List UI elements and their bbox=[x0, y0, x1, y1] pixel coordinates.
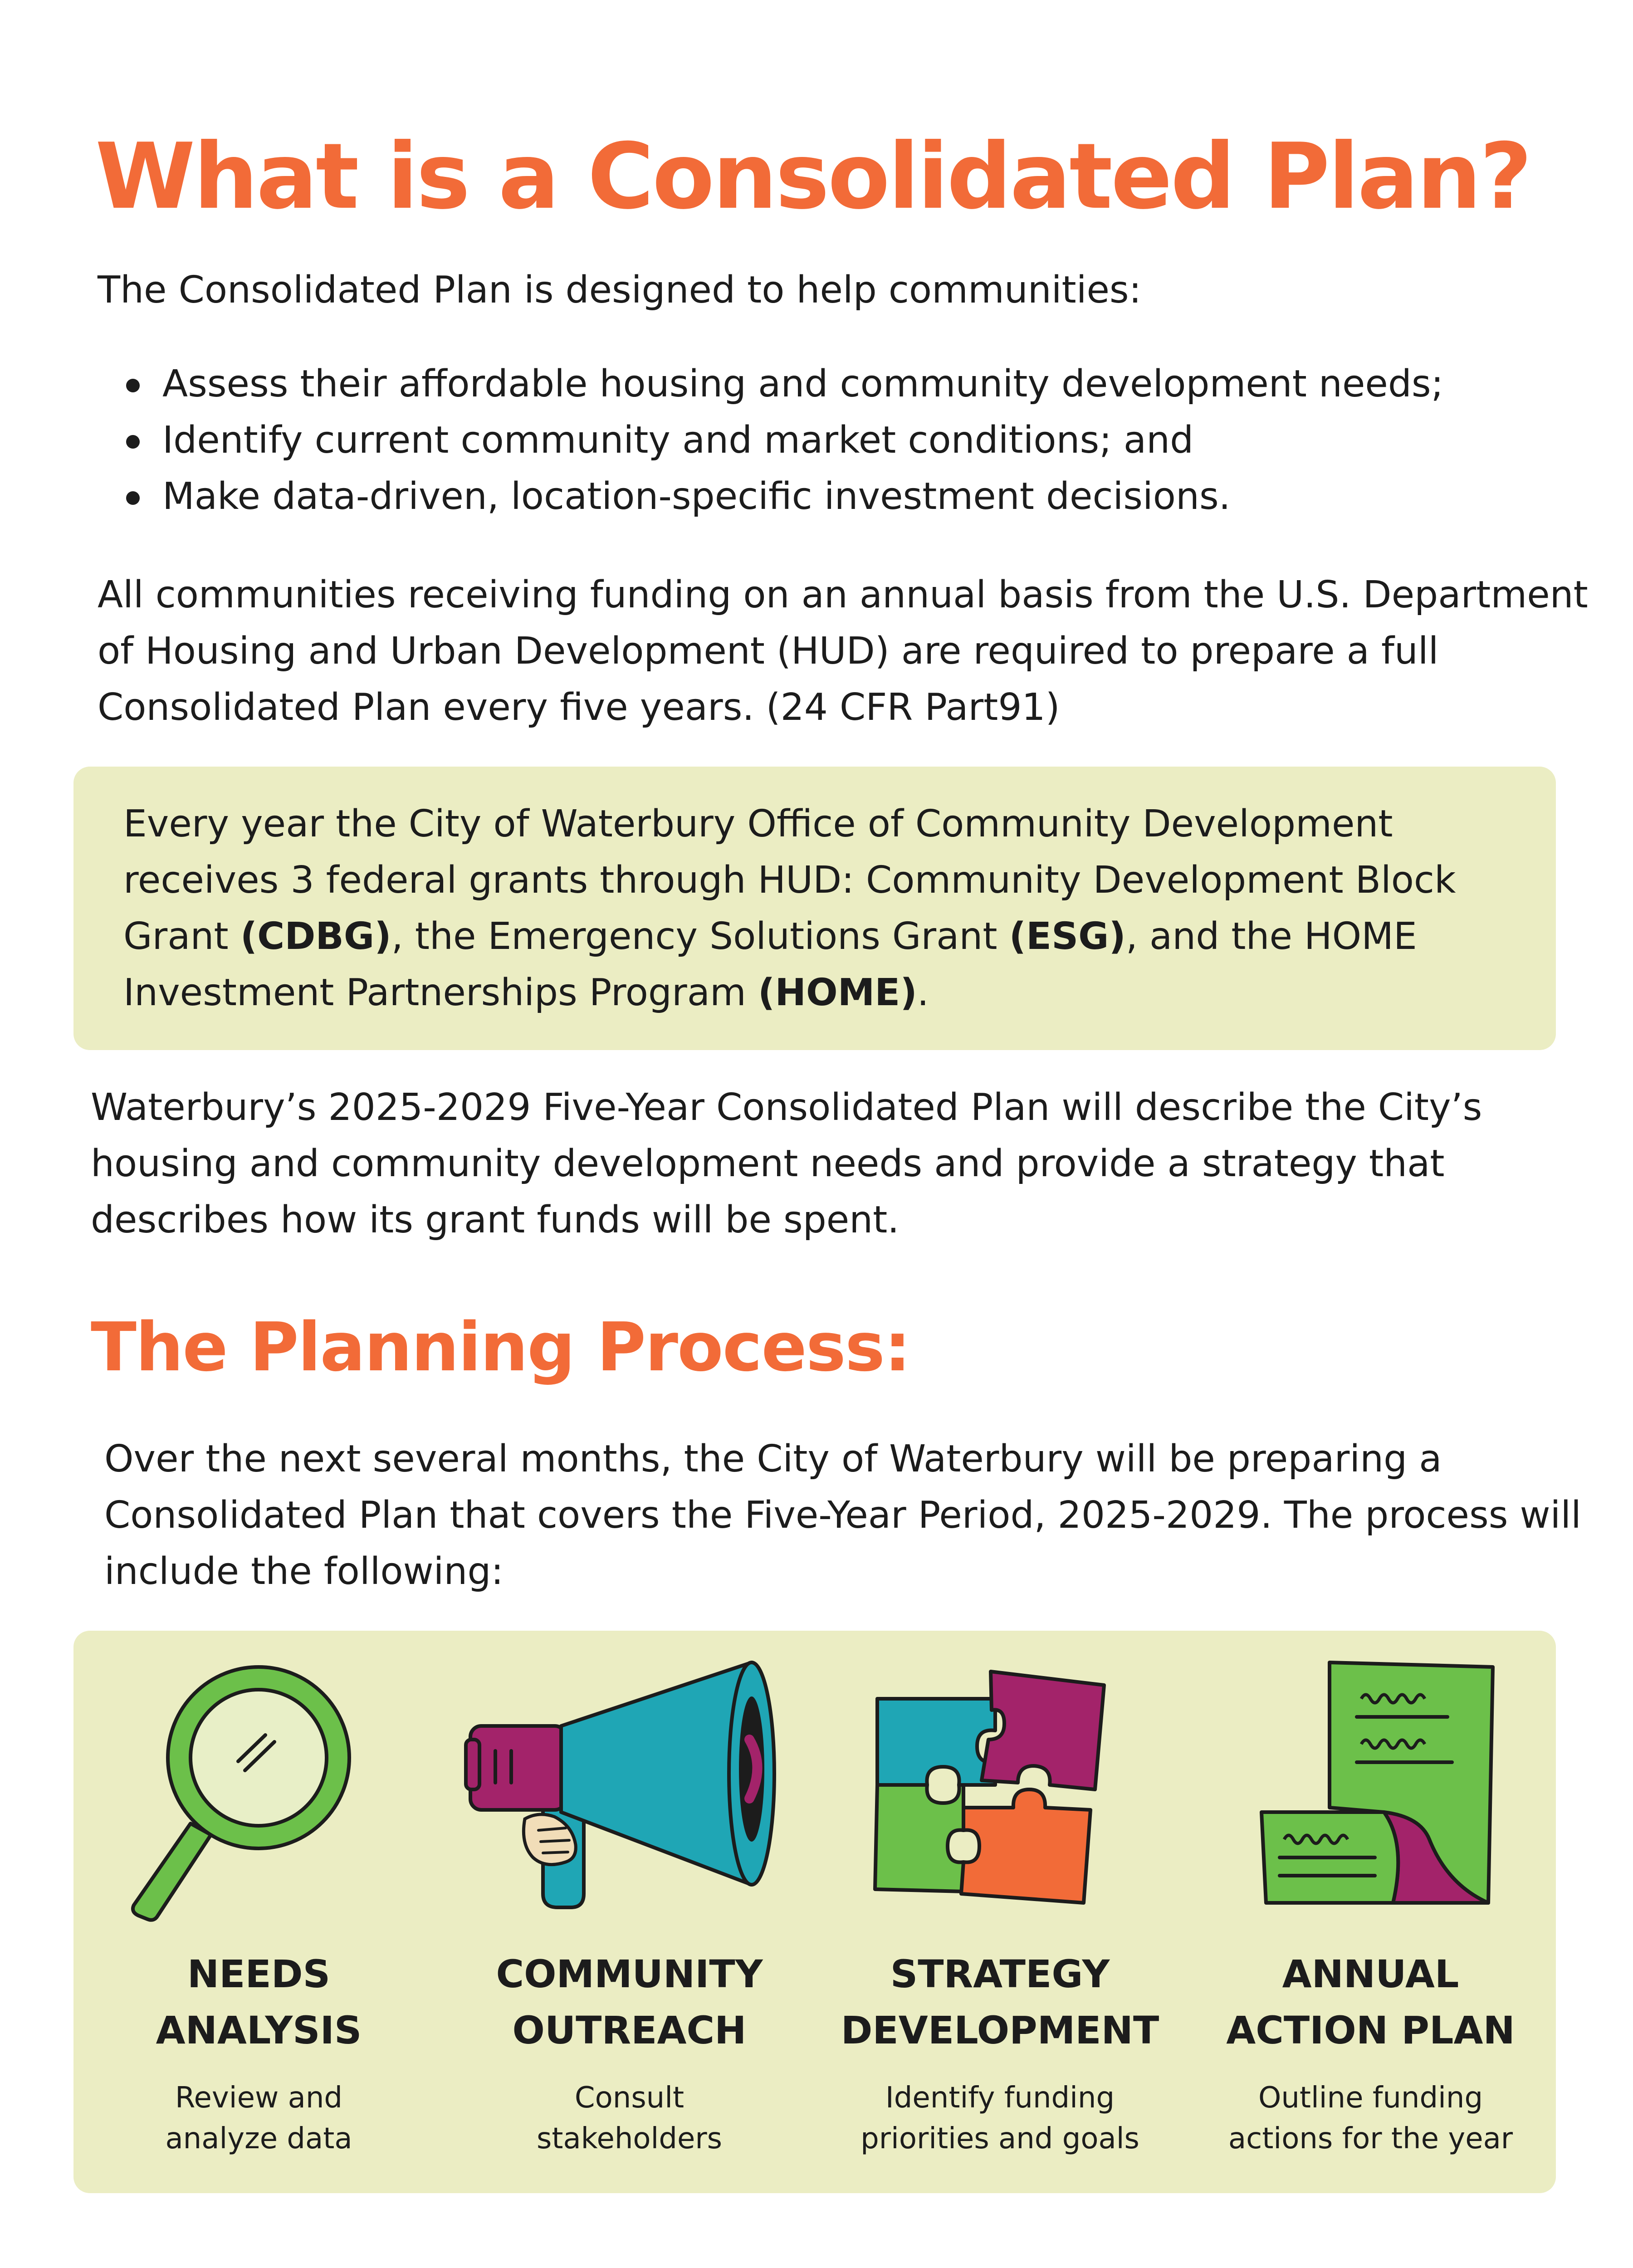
step-description bbox=[73, 2077, 444, 2159]
planning-steps-box bbox=[73, 1631, 1556, 2193]
step-title-line: STRATEGY bbox=[890, 1952, 1110, 1996]
cdbg-acronym: (CDBG) bbox=[240, 915, 391, 958]
step-title-line: ANALYSIS bbox=[156, 2008, 362, 2053]
step-description-line: Identify funding bbox=[885, 2081, 1115, 2115]
step-title bbox=[444, 1946, 815, 2058]
esg-acronym: (ESG) bbox=[1009, 915, 1126, 958]
step-title bbox=[73, 1946, 444, 2058]
hud-requirement-paragraph: All communities receiving funding on an annual basis from the U.S. Department of Housing and Urban Development (HUD) are required to prepare a full Consolidated Plan every five years. (24 CFR Part91) bbox=[98, 573, 1588, 729]
step-description bbox=[815, 2077, 1185, 2159]
documents-icon bbox=[1193, 1649, 1547, 1948]
step-description-line: actions for the year bbox=[1228, 2122, 1513, 2156]
home-acronym: (HOME) bbox=[758, 971, 917, 1014]
step-title bbox=[1185, 1946, 1556, 2058]
bullet-item: Assess their affordable housing and community development needs; bbox=[122, 356, 1443, 412]
step-description-line: priorities and goals bbox=[861, 2122, 1139, 2156]
step-title-line: ACTION PLAN bbox=[1226, 2008, 1515, 2053]
grants-text bbox=[123, 796, 1530, 1021]
grants-text-part: . bbox=[917, 971, 929, 1014]
step-description bbox=[1185, 2077, 1556, 2159]
bullet-item: Make data-driven, location-specific investment decisions. bbox=[122, 469, 1443, 525]
megaphone-icon bbox=[452, 1649, 806, 1948]
step-title-line: DEVELOPMENT bbox=[841, 2008, 1159, 2053]
grants-text-part: Every year the City of Waterbury Office of Community Development receives 3 federal grants through HUD: Community Development Block Grant bbox=[123, 802, 1456, 958]
step-title-line: COMMUNITY bbox=[496, 1952, 763, 1996]
puzzle-icon bbox=[823, 1649, 1177, 1948]
step-strategy-development bbox=[815, 1631, 1185, 2193]
step-description-line: Outline funding bbox=[1258, 2081, 1483, 2115]
page-title: What is a Consolidated Plan? bbox=[95, 124, 1530, 230]
step-title-line: NEEDS bbox=[187, 1952, 331, 1996]
step-description-line: Consult bbox=[574, 2081, 684, 2115]
magnifying-glass-icon bbox=[82, 1649, 435, 1948]
step-title-line: OUTREACH bbox=[512, 2008, 747, 2053]
step-title-line: ANNUAL bbox=[1282, 1952, 1459, 1996]
step-needs-analysis bbox=[73, 1631, 444, 2193]
intro-text: The Consolidated Plan is designed to help communities: bbox=[98, 269, 1142, 312]
process-paragraph: Over the next several months, the City of Waterbury will be preparing a Consolidated Plan that covers the Five-Year Period, 2025-2029. The process will include the following: bbox=[104, 1437, 1581, 1593]
section-title: The Planning Process: bbox=[91, 1308, 910, 1386]
grants-text-part: , the Emergency Solutions Grant bbox=[391, 915, 1009, 958]
step-title bbox=[815, 1946, 1185, 2058]
plan-description-paragraph: Waterbury’s 2025-2029 Five-Year Consolidated Plan will describe the City’s housing and community development needs and provide a strategy that describes how its grant funds will be spent. bbox=[91, 1086, 1482, 1242]
grants-text-part: , and the HOME Investment Partnerships Program bbox=[123, 915, 1417, 1014]
step-description-line: stakeholders bbox=[537, 2122, 722, 2156]
bullet-item: Identify current community and market conditions; and bbox=[122, 412, 1443, 469]
step-description-line: analyze data bbox=[165, 2122, 352, 2156]
step-community-outreach bbox=[444, 1631, 815, 2193]
step-annual-action-plan bbox=[1185, 1631, 1556, 2193]
step-description-line: Review and bbox=[175, 2081, 343, 2115]
grants-callout-box bbox=[73, 767, 1556, 1050]
bullet-list bbox=[122, 356, 1443, 525]
step-description bbox=[444, 2077, 815, 2159]
